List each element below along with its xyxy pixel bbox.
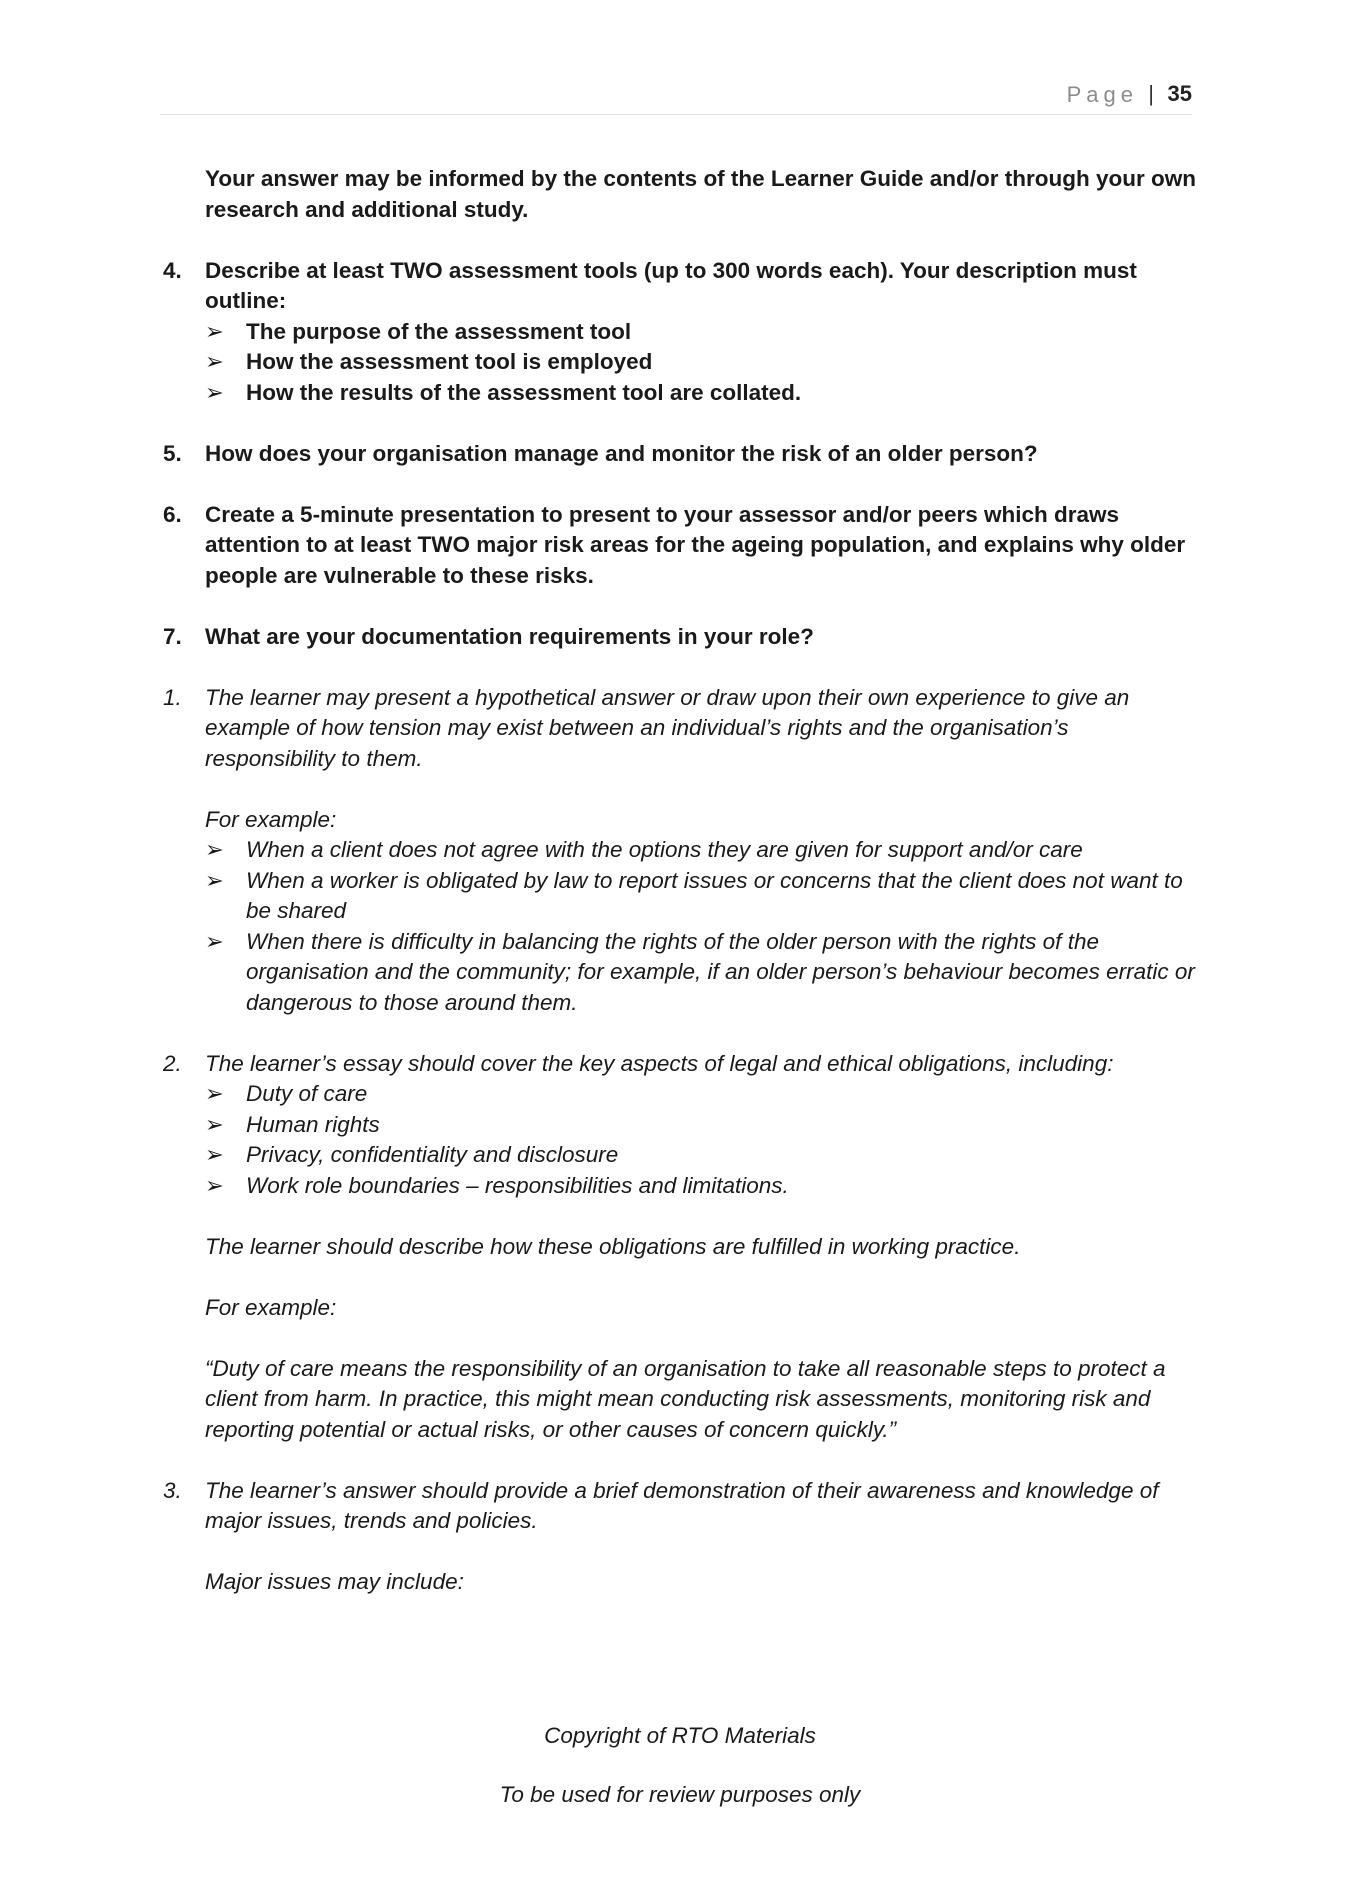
list-item: ➢ The purpose of the assessment tool — [205, 317, 1200, 348]
answer-3 — [160, 1476, 1200, 1537]
answer-number: 1. — [163, 684, 182, 710]
answer-text: The learner’s essay should cover the key aspects of legal and ethical obligations, including: — [205, 1050, 1114, 1076]
question-7 — [160, 622, 1200, 653]
question-text: Describe at least TWO assessment tools (up to 300 words each). Your description must outline: — [205, 257, 1137, 313]
list-item: ➢ How the results of the assessment tool are collated. — [205, 378, 1200, 409]
arrow-bullet-icon: ➢ — [205, 1111, 224, 1137]
question-number: 4. — [163, 257, 182, 283]
question-4 — [160, 256, 1200, 317]
footer-copyright: Copyright of RTO Materials — [544, 1723, 816, 1748]
arrow-bullet-icon: ➢ — [205, 1172, 224, 1198]
question-text: What are your documentation requirements in your role? — [205, 623, 814, 649]
answer-2 — [160, 1049, 1200, 1080]
arrow-bullet-icon: ➢ — [205, 867, 224, 893]
page-number: 35 — [1167, 81, 1192, 106]
answer-number: 2. — [163, 1050, 182, 1076]
for-example-label: For example: — [205, 1294, 337, 1320]
list-item: ➢ When there is difficulty in balancing the rights of the older person with the rights of the organisation and the community; for example, if an older person’s behaviour becomes erratic or dangerous to those around them. — [205, 928, 1195, 1015]
answer-2-bullets — [160, 1079, 1200, 1201]
answer-number: 3. — [163, 1477, 182, 1503]
question-text: Create a 5-minute presentation to present to your assessor and/or peers which draws attention to at least TWO major risk areas for the ageing population, and explains why older people are vulnerable to these risks. — [205, 501, 1186, 588]
arrow-bullet-icon: ➢ — [205, 318, 224, 344]
list-item: ➢ Duty of care — [205, 1079, 1200, 1110]
list-item: ➢ When a worker is obligated by law to report issues or concerns that the client does not want to be shared — [205, 867, 1183, 923]
example-quote: “Duty of care means the responsibility of an organisation to take all reasonable steps to protect a client from harm. In practice, this might mean conducting risk assessments, monitoring risk and reporting potential or actual risks, or other causes of concern quickly.” — [205, 1355, 1166, 1442]
question-number: 5. — [163, 440, 182, 466]
answer-text: The learner may present a hypothetical answer or draw upon their own experience to give an example of how tension may exist between an individual’s rights and the organisation’s responsibility to them. — [205, 684, 1130, 771]
list-item: ➢ How the assessment tool is employed — [205, 347, 1200, 378]
answer-3-follow-up: Major issues may include: — [205, 1569, 464, 1594]
question-6 — [160, 500, 1200, 592]
answer-2-follow-up: The learner should describe how these obligations are fulfilled in working practice. — [205, 1233, 1021, 1259]
arrow-bullet-icon: ➢ — [205, 928, 224, 954]
list-item: ➢ Privacy, confidentiality and disclosure — [205, 1140, 1200, 1171]
footer-review-note: To be used for review purposes only — [499, 1782, 861, 1807]
page-label: Page — [1066, 82, 1138, 107]
arrow-bullet-icon: ➢ — [205, 1142, 224, 1167]
arrow-bullet-icon: ➢ — [205, 1081, 224, 1106]
list-item: ➢ When a client does not agree with the options they are given for support and/or care — [205, 835, 1200, 866]
arrow-bullet-icon: ➢ — [205, 837, 224, 862]
question-text: How does your organisation manage and monitor the risk of an older person? — [205, 440, 1038, 466]
arrow-bullet-icon: ➢ — [205, 349, 224, 374]
page-separator: | — [1148, 81, 1154, 106]
intro-text: Your answer may be informed by the contents of the Learner Guide and/or through your own research and additional study. — [205, 166, 1196, 222]
list-item: ➢ Human rights — [205, 1110, 1200, 1141]
answer-1-bullets — [160, 835, 1200, 1018]
arrow-bullet-icon: ➢ — [205, 379, 224, 405]
for-example-label: For example: — [205, 806, 337, 832]
question-number: 7. — [163, 623, 182, 649]
document-body — [160, 164, 1200, 1598]
answer-text: The learner’s answer should provide a brief demonstration of their awareness and knowledge of major issues, trends and policies. — [205, 1477, 1159, 1533]
question-4-bullets — [160, 317, 1200, 409]
answer-1 — [160, 683, 1200, 775]
question-number: 6. — [163, 501, 182, 527]
question-5 — [160, 439, 1200, 470]
list-item: ➢ Work role boundaries – responsibilities and limitations. — [205, 1171, 1200, 1202]
page-header — [160, 78, 1192, 115]
